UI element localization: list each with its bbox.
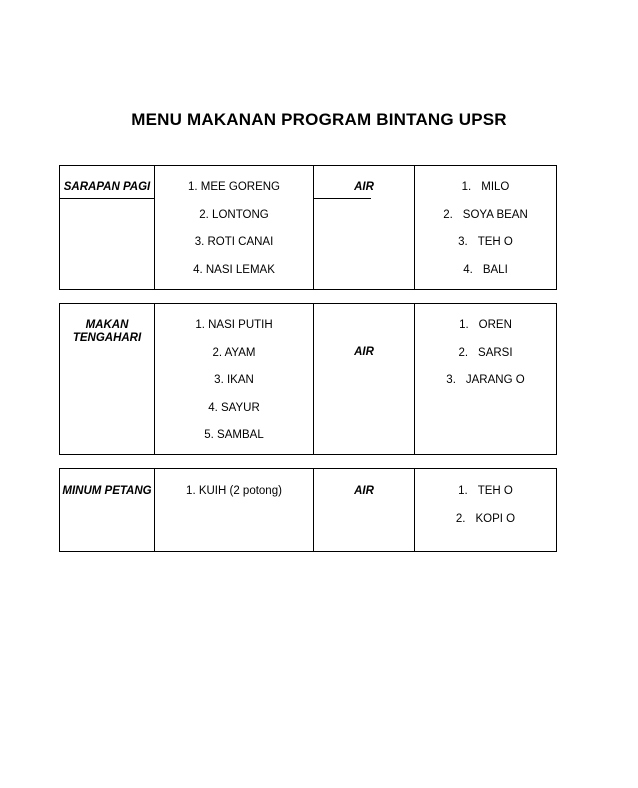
drink-name: BALI [482,264,508,276]
drinks-label: AIR [354,181,374,193]
row-divider [60,198,154,199]
meal-label: MINUM PETANG [62,485,152,497]
row-divider [313,198,371,199]
drink-item [415,263,556,277]
meal-label-line: MAKAN [85,319,129,331]
drink-name: MILO [481,181,510,193]
drink-item [415,318,556,332]
food-item: 1. KUIH (2 potong) [186,485,282,497]
food-item: 1. NASI PUTIH [195,319,273,331]
meal-column [60,304,154,454]
drinks-column [414,304,556,454]
food-column [154,469,313,551]
drink-item [415,235,556,249]
drinks-label: AIR [354,346,374,358]
drinks-column [414,166,556,289]
drink-number: 2. [443,209,453,221]
drink-name: SARSI [478,347,513,359]
drink-name: JARANG O [465,374,525,386]
drink-number: 2. [455,513,466,525]
food-item: 2. AYAM [212,347,256,359]
drink-number: 4. [463,264,473,276]
drink-name: TEH O [477,485,513,497]
drink-name: SOYA BEAN [462,209,528,221]
food-item: 2. LONTONG [199,209,269,221]
drink-item [415,373,556,387]
drink-number: 3. [446,374,456,386]
drinks-column [414,469,556,551]
drink-number: 2. [458,347,469,359]
food-item: 1. MEE GORENG [187,181,281,193]
drink-name: KOPI O [475,513,516,525]
drink-name: OREN [478,319,512,331]
drinks-label-column [313,469,414,551]
meal-label: SARAPAN PAGI [63,181,151,193]
menu-table-makan-tengahari [59,303,557,455]
meal-column [60,166,154,289]
drinks-label-column [313,304,414,454]
page-title: MENU MAKANAN PROGRAM BINTANG UPSR [131,110,507,129]
drinks-label-column [313,166,414,289]
drink-item [415,208,556,222]
menu-table-minum-petang [59,468,557,552]
food-item: 3. ROTI CANAI [194,236,274,248]
drink-number: 3. [458,236,468,248]
drink-name: TEH O [477,236,513,248]
drink-number: 1. [459,319,469,331]
drink-item [415,346,556,360]
drink-number: 1. [458,485,468,497]
drink-item [415,512,556,526]
food-item: 4. NASI LEMAK [193,264,275,276]
drink-item [415,180,556,194]
drinks-label: AIR [354,485,374,497]
drink-number: 1. [461,181,472,193]
meal-column [60,469,154,551]
food-item: 3. IKAN [214,374,254,386]
food-item: 5. SAMBAL [204,429,264,441]
drink-item [415,484,556,498]
food-column [154,166,313,289]
food-column [154,304,313,454]
food-item: 4. SAYUR [208,402,260,414]
meal-label-line: TENGAHARI [72,332,142,344]
menu-table-sarapan-pagi [59,165,557,290]
